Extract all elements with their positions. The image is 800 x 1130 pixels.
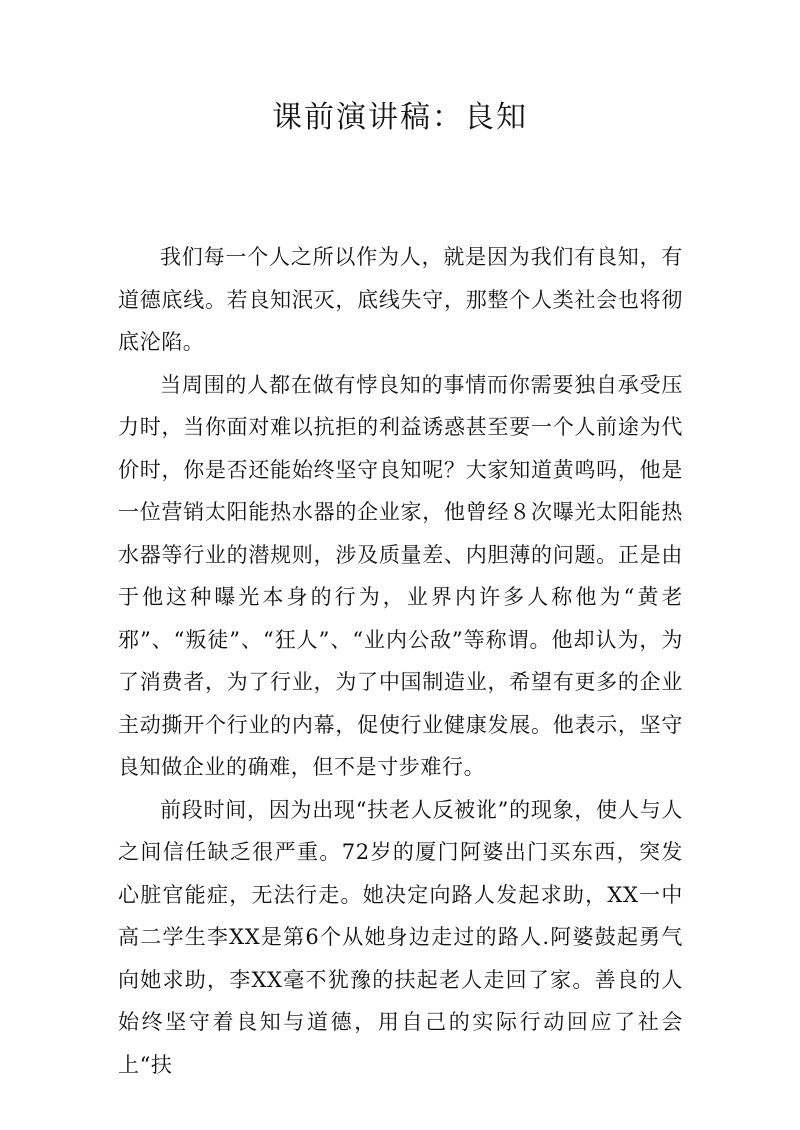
paragraph-3: 前段时间，因为出现“扶老人反被讹”的现象，使人与人之间信任缺乏很严重。72岁的厦门阿婆出门买东西，突发心脏官能症，无法行走。她决定向路人发起求助，XX一中高二学生李XX是第6个从她身边走过的路人.阿婆鼓起勇气向她求助，李XX毫不犹豫的扶起老人走回了家。善良的人始终坚守着良知与道德，用自己的实际行动回应了社会上“扶 (118, 797, 683, 1077)
paragraph-1: 我们每一个人之所以作为人，就是因为我们有良知，有道德底线。若良知泯灭，底线失守，那整个人类社会也将彻底沦陷。 (118, 245, 683, 354)
document-title: 课前演讲稿：良知 (272, 100, 528, 135)
document-body (118, 236, 683, 1086)
paragraph-2: 当周围的人都在做有悖良知的事情而你需要独自承受压力时，当你面对难以抗拒的利益诱惑甚至要一个人前途为代价时，你是否还能始终坚守良知呢？大家知道黄鸣吗，他是一位营销太阳能热水器的企业家，他曾经８次曝光太阳能热水器等行业的潜规则，涉及质量差、内胆薄的问题。正是由于他这种曝光本身的行为，业界内许多人称他为“黄老邪”、“叛徒”、“狂人”、“业内公敌”等称谓。他却认为，为了消费者，为了行业，为了中国制造业，希望有更多的企业主动撕开个行业的内幕，促使行业健康发展。他表示，坚守良知做企业的确难，但不是寸步难行。 (118, 372, 683, 779)
